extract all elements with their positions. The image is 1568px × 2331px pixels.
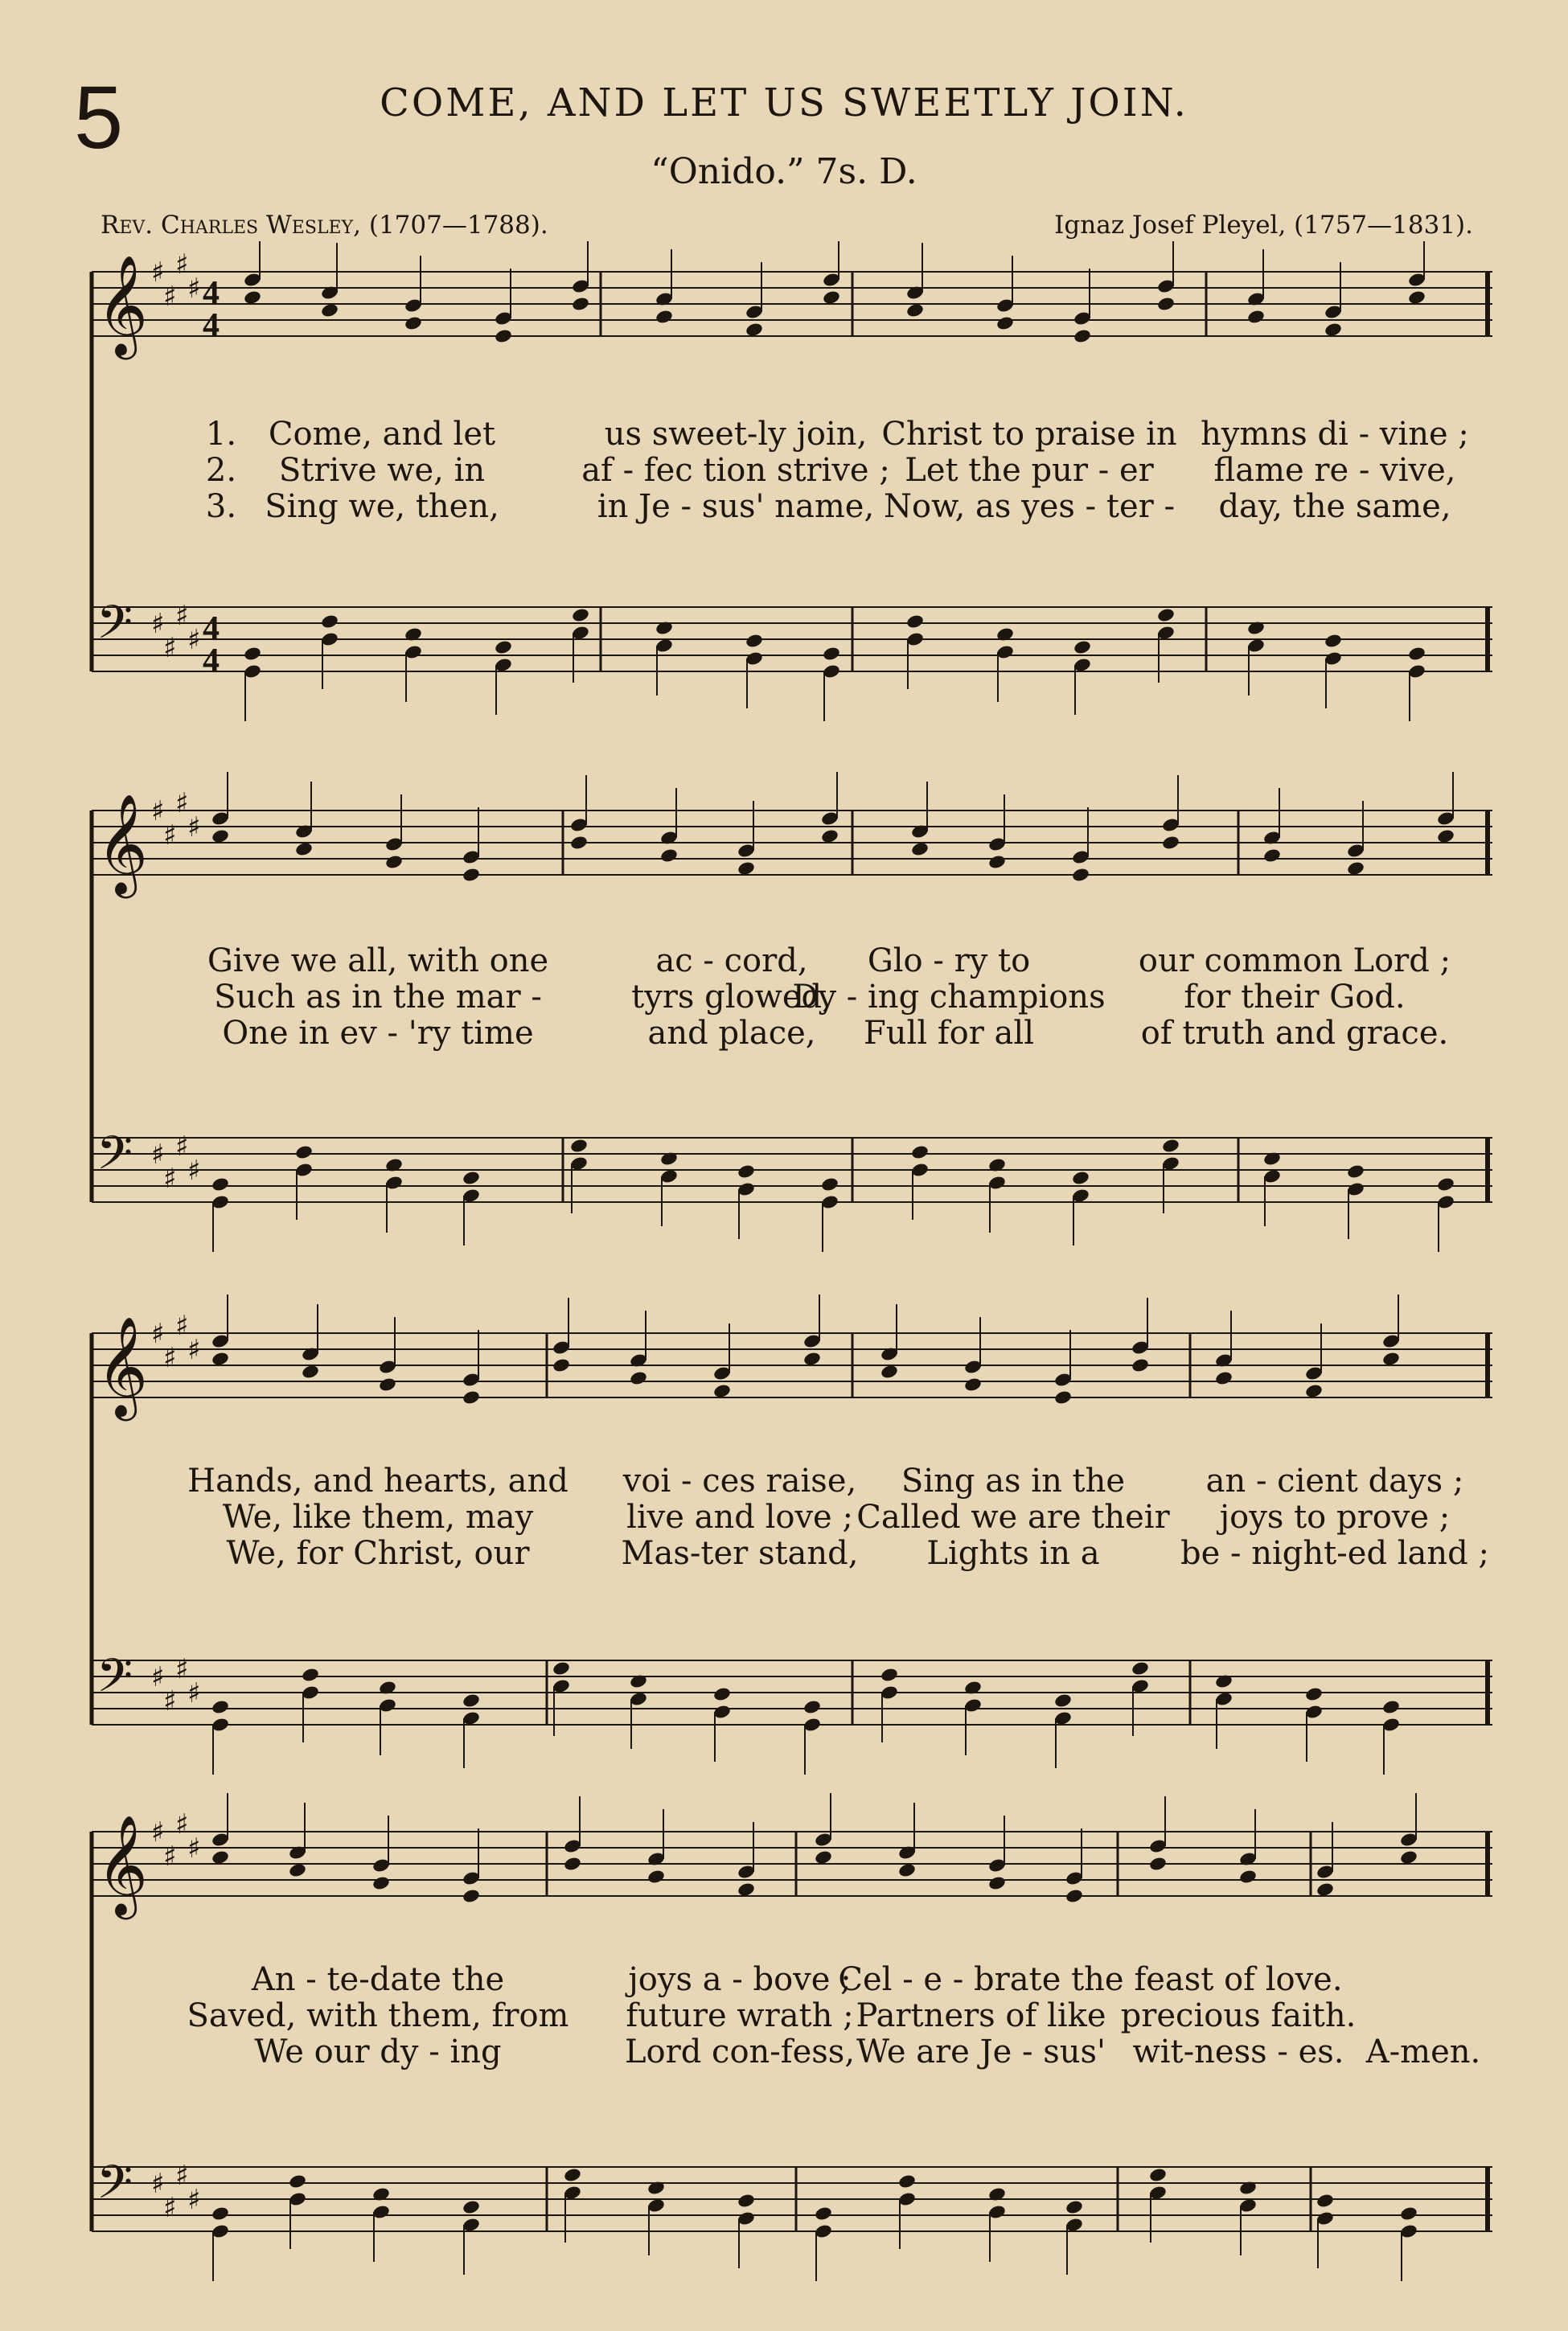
sharp-icon: ♯: [187, 273, 201, 305]
note-head: [1148, 2167, 1168, 2183]
treble-staff: [92, 772, 1492, 898]
note-head: [1436, 1176, 1455, 1192]
note-head: [820, 1176, 839, 1192]
note-head: [320, 302, 339, 318]
note-head: [655, 309, 674, 325]
note-head: [552, 1357, 571, 1373]
note-head: [1304, 1383, 1324, 1399]
sharp-icon: ♯: [175, 248, 189, 281]
note-head: [995, 315, 1015, 331]
sharp-icon: ♯: [151, 256, 165, 289]
lyric-segment: We are Je - sus': [856, 2033, 1106, 2070]
lyric-segment: feast of love.: [1134, 1961, 1343, 1998]
note-head: [301, 1667, 320, 1683]
note-head: [737, 860, 756, 876]
note-head: [1436, 828, 1455, 844]
note-head: [1238, 1869, 1258, 1885]
note-head: [294, 841, 314, 857]
lyric-segment: our common Lord ;: [1138, 942, 1451, 979]
sharp-icon: ♯: [175, 1653, 189, 1685]
note-head: [1316, 2193, 1335, 2209]
time-signature-top: 4: [203, 610, 220, 647]
note-head: [963, 1377, 983, 1393]
sharp-icon: ♯: [187, 624, 201, 656]
note-head: [462, 867, 481, 883]
note-head: [569, 1138, 589, 1154]
note-head: [243, 289, 262, 306]
note-head: [880, 1667, 899, 1683]
music-system-1: [64, 241, 1512, 732]
note-head: [288, 2173, 307, 2189]
note-head: [378, 1377, 397, 1393]
lyric-segment: Come, and let: [268, 416, 496, 453]
sharp-icon: ♯: [151, 608, 165, 640]
note-head: [1073, 639, 1092, 655]
lyric-segment: us sweet-ly join,: [604, 416, 868, 453]
lyric-segment: tyrs glowed,: [631, 979, 832, 1016]
note-head: [987, 854, 1007, 870]
note-head: [1161, 835, 1180, 851]
sharp-icon: ♯: [187, 1832, 201, 1865]
note-head: [822, 646, 841, 662]
note-head: [1161, 1138, 1180, 1154]
music-system-4: [64, 1793, 1512, 2284]
note-head: [712, 1383, 732, 1399]
lyric-segment: Called we are their: [856, 1499, 1170, 1536]
note-head: [737, 2193, 756, 2209]
note-head: [897, 2173, 917, 2189]
note-head: [571, 296, 590, 312]
sharp-icon: ♯: [175, 2160, 189, 2192]
lyric-segment: Lights in a: [926, 1535, 1100, 1572]
note-head: [712, 1686, 732, 1702]
sharp-icon: ♯: [163, 632, 177, 664]
lyric-segment: of truth and grace.: [1140, 1015, 1449, 1052]
treble-clef-icon: 𝄞: [96, 1815, 148, 1915]
lyric-segment: hymns di - vine ;: [1201, 416, 1469, 453]
lyric-segment: Hands, and hearts, and: [187, 1463, 569, 1500]
note-head: [462, 1888, 481, 1904]
time-signature-top: 4: [203, 275, 220, 312]
lyric-segment: flame re - vive,: [1213, 452, 1456, 489]
sharp-icon: ♯: [175, 1310, 189, 1342]
note-head: [552, 1660, 571, 1676]
note-head: [211, 2206, 230, 2222]
note-head: [1246, 309, 1266, 325]
sharp-icon: ♯: [151, 1139, 165, 1171]
lyric-segment: Give we all, with one: [207, 942, 549, 979]
hymn-number: 5: [74, 68, 124, 167]
note-head: [814, 1849, 833, 1865]
lyric-segment: Partners of like: [856, 1997, 1106, 2034]
lyric-segment: ac - cord,: [655, 942, 808, 979]
note-head: [1065, 1888, 1084, 1904]
note-head: [294, 1144, 314, 1160]
note-head: [462, 2199, 481, 2215]
note-head: [1053, 1389, 1073, 1406]
note-head: [629, 1370, 648, 1386]
note-head: [1316, 1882, 1335, 1898]
sharp-icon: ♯: [187, 811, 201, 843]
note-head: [571, 607, 590, 623]
note-head: [1407, 289, 1426, 306]
note-head: [1131, 1660, 1150, 1676]
note-head: [211, 1699, 230, 1715]
sharp-icon: ♯: [163, 819, 177, 852]
lyric-segment: Strive we, in: [278, 452, 486, 489]
lyric-segment: One in ev - 'ry time: [222, 1015, 534, 1052]
lyric-segment: We, like them, may: [222, 1499, 534, 1536]
lyric-segment: and place,: [647, 1015, 816, 1052]
lyric-segment: Cel - e - brate the: [838, 1961, 1124, 1998]
sharp-icon: ♯: [163, 1342, 177, 1374]
lyric-segment: future wrath ;: [626, 1997, 854, 2034]
note-head: [1148, 1856, 1168, 1872]
note-head: [462, 1693, 481, 1709]
sharp-icon: ♯: [187, 2184, 201, 2216]
bass-clef-icon: 𝄢: [96, 1126, 133, 1192]
lyric-segment: Mas-ter stand,: [621, 1535, 859, 1572]
hymn-title: COME, AND LET US SWEETLY JOIN.: [380, 80, 1188, 125]
author-dates: (1707—1788).: [368, 211, 548, 240]
note-head: [910, 841, 930, 857]
note-head: [1407, 646, 1426, 662]
note-head: [745, 633, 764, 649]
note-head: [1399, 1849, 1418, 1865]
author-name: Rev. Charles Wesley,: [101, 211, 361, 240]
note-head: [563, 2167, 582, 2183]
note-head: [1346, 1163, 1365, 1180]
bass-clef-icon: 𝄢: [96, 2155, 133, 2221]
sharp-icon: ♯: [163, 281, 177, 313]
lyric-segment: Full for all: [864, 1015, 1034, 1052]
treble-staff: [92, 1793, 1492, 1919]
sharp-icon: ♯: [151, 2168, 165, 2200]
note-head: [822, 289, 841, 306]
note-head: [371, 1875, 391, 1891]
note-head: [563, 1856, 582, 1872]
note-head: [1156, 607, 1176, 623]
bass-clef-icon: 𝄢: [96, 1648, 133, 1714]
note-head: [1214, 1370, 1233, 1386]
composer-credit: Ignaz Josef Pleyel, (1757—1831).: [1054, 211, 1473, 240]
lyric-segment: Now, as yes - ter -: [884, 488, 1175, 525]
note-head: [897, 1862, 917, 1878]
sharp-icon: ♯: [151, 795, 165, 827]
note-head: [462, 1170, 481, 1186]
note-head: [1304, 1686, 1324, 1702]
note-head: [814, 2206, 833, 2222]
sharp-icon: ♯: [163, 1841, 177, 1873]
verse-number: 2.: [205, 452, 237, 489]
bass-staff: [92, 595, 1492, 721]
verse-number: 3.: [205, 488, 237, 525]
lyric-segment: Sing as in the: [901, 1463, 1126, 1500]
note-head: [1131, 1357, 1150, 1373]
note-head: [1073, 328, 1092, 344]
sharp-icon: ♯: [187, 1677, 201, 1709]
sharp-icon: ♯: [151, 1318, 165, 1350]
lyric-segment: Dy - ing champions: [792, 979, 1106, 1016]
note-head: [494, 328, 513, 344]
lyric-segment: An - te-date the: [251, 1961, 505, 1998]
note-head: [820, 828, 839, 844]
lyric-segment: We our dy - ing: [254, 2033, 502, 2070]
note-head: [301, 1364, 320, 1380]
note-head: [288, 1862, 307, 1878]
note-head: [1324, 633, 1343, 649]
note-head: [1053, 1693, 1073, 1709]
note-head: [1156, 296, 1176, 312]
music-system-3: [64, 1295, 1512, 1777]
lyric-segment: day, the same,: [1218, 488, 1451, 525]
note-head: [462, 1389, 481, 1406]
sharp-icon: ♯: [175, 787, 189, 819]
sharp-icon: ♯: [163, 1685, 177, 1717]
treble-clef-icon: 𝄞: [96, 794, 148, 894]
lyric-segment: af - fec tion strive ;: [581, 452, 890, 489]
note-head: [905, 614, 925, 630]
sharp-icon: ♯: [151, 1661, 165, 1693]
note-head: [987, 1875, 1007, 1891]
lyric-segment: voi - ces raise,: [622, 1463, 857, 1500]
note-head: [1071, 867, 1090, 883]
sharp-icon: ♯: [163, 1163, 177, 1195]
time-signature-bottom: 4: [203, 307, 220, 344]
note-head: [659, 847, 679, 864]
lyric-segment: We, for Christ, our: [226, 1535, 530, 1572]
verse-number: 1.: [205, 416, 237, 453]
author-credit: [101, 211, 548, 240]
treble-staff: [92, 1295, 1492, 1421]
note-head: [1262, 847, 1282, 864]
sharp-icon: ♯: [187, 1155, 201, 1187]
note-head: [494, 639, 513, 655]
note-head: [404, 315, 423, 331]
time-signature-bottom: 4: [203, 642, 220, 679]
treble-clef-icon: 𝄞: [96, 1316, 148, 1417]
note-head: [910, 1144, 930, 1160]
lyric-segment: Sing we, then,: [265, 488, 499, 525]
lyric-segment: an - cient days ;: [1205, 1463, 1464, 1500]
note-head: [384, 854, 404, 870]
treble-clef-icon: 𝄞: [96, 255, 148, 355]
note-head: [320, 614, 339, 630]
note-head: [211, 1176, 230, 1192]
sharp-icon: ♯: [187, 1334, 201, 1366]
note-head: [211, 1849, 230, 1865]
note-head: [1381, 1699, 1401, 1715]
lyric-segment: for their God.: [1184, 979, 1406, 1016]
lyric-segment: be - night-ed land ;: [1180, 1535, 1489, 1572]
sharp-icon: ♯: [175, 1131, 189, 1163]
note-head: [569, 835, 589, 851]
note-head: [905, 302, 925, 318]
note-head: [243, 646, 262, 662]
sharp-icon: ♯: [151, 1816, 165, 1849]
lyric-segment: Lord con-fess,: [624, 2033, 856, 2070]
treble-staff: [92, 241, 1492, 359]
note-head: [802, 1351, 822, 1367]
lyric-segment: Saved, with them, from: [187, 1997, 569, 2034]
amen-label: A-men.: [1365, 2033, 1481, 2070]
lyric-segment: precious faith.: [1120, 1997, 1357, 2034]
note-head: [802, 1699, 822, 1715]
note-head: [880, 1364, 899, 1380]
note-head: [1381, 1351, 1401, 1367]
lyric-segment: Glo - ry to: [867, 942, 1031, 979]
tune-name: “Onido.” 7s. D.: [651, 151, 917, 192]
lyric-segment: Let the pur - er: [905, 452, 1154, 489]
note-head: [1071, 1170, 1090, 1186]
note-head: [1324, 322, 1343, 338]
note-head: [737, 1163, 756, 1180]
lyric-segment: wit-ness - es.: [1132, 2033, 1344, 2070]
note-head: [211, 1351, 230, 1367]
lyric-segment: Such as in the mar -: [214, 979, 542, 1016]
lyric-segment: joys a - bove ;: [628, 1961, 852, 1998]
sharp-icon: ♯: [175, 600, 189, 632]
note-head: [1065, 2199, 1084, 2215]
sharp-icon: ♯: [163, 2192, 177, 2224]
note-head: [211, 828, 230, 844]
note-head: [1346, 860, 1365, 876]
bass-clef-icon: 𝄢: [96, 595, 133, 661]
sharp-icon: ♯: [175, 1808, 189, 1841]
lyric-segment: Christ to praise in: [881, 416, 1177, 453]
bass-staff: [92, 2155, 1492, 2281]
bass-staff: [92, 1126, 1492, 1252]
music-system-2: [64, 772, 1512, 1254]
note-head: [737, 1882, 756, 1898]
note-head: [745, 322, 764, 338]
note-head: [646, 1869, 666, 1885]
lyric-segment: live and love ;: [626, 1499, 853, 1536]
lyric-segment: joys to prove ;: [1219, 1499, 1451, 1536]
note-head: [1399, 2206, 1418, 2222]
lyric-segment: in Je - sus' name,: [597, 488, 875, 525]
bass-staff: [92, 1648, 1492, 1775]
